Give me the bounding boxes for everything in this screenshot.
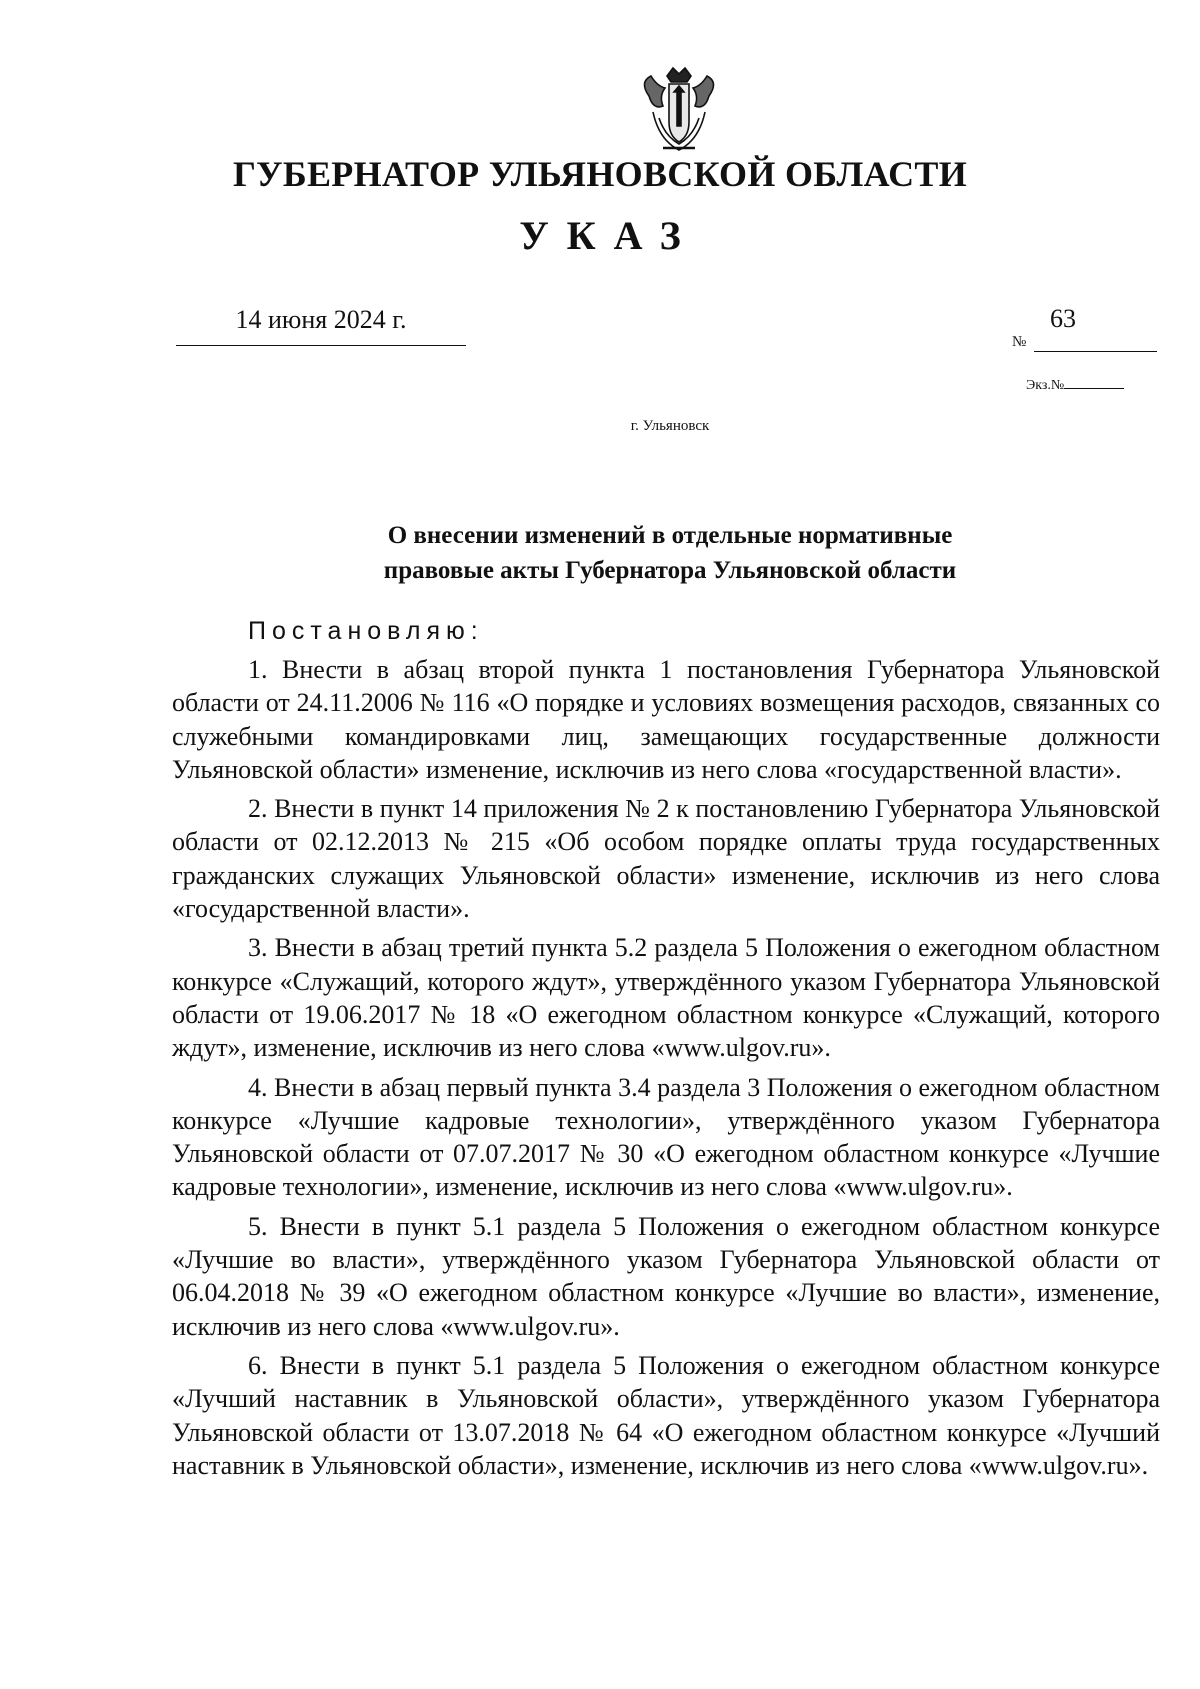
copy-number-label: Экз.№ — [1026, 378, 1065, 393]
coat-of-arms-emblem-icon — [629, 62, 729, 158]
copy-number-field — [1026, 378, 1124, 394]
copy-number-underline — [1064, 388, 1124, 389]
date-underline — [176, 345, 466, 346]
city: г. Ульяновск — [630, 418, 710, 434]
decree-word: Постановляю: — [248, 617, 484, 645]
number-field — [1012, 302, 1157, 354]
decree-item-5: 5. Внести в пункт 5.1 раздела 5 Положения о ежегодном областном конкурсе «Лучшие во власти», утверждённого указом Губернатора Ульяновской области от 06.04.2018 № 39 «О ежегодном областном конкурсе «Лучшие во власти», изменение, исключив из него слова «www.ulgov.ru». — [172, 1211, 1160, 1341]
decree-item-1: 1. Внести в абзац второй пункта 1 постановления Губернатора Ульяновской области от 24.11.2006 № 116 «О порядке и условиях возмещения расходов, связанных со служебными командировками лиц, замещающих государственные должности Ульяновской области» изменение, исключив из него слова «государственной власти». — [172, 655, 1160, 784]
document-date: 14 июня 2024 г. — [235, 305, 407, 334]
decree-item-6: 6. Внести в пункт 5.1 раздела 5 Положения о ежегодном областном конкурсе «Лучший наставник в Ульяновской области», утверждённого указом Губернатора Ульяновской области от 13.07.2018 № 64 «О ежегодном областном конкурсе «Лучший наставник в Ульяновской области», изменение, исключив из него слова «www.ulgov.ru». — [172, 1350, 1160, 1480]
document-title — [280, 518, 1060, 588]
issuing-authority: ГУБЕРНАТОР УЛЬЯНОВСКОЙ ОБЛАСТИ — [232, 154, 968, 194]
decree-item-3: 3. Внести в абзац третий пункта 5.2 раздела 5 Положения о ежегодном областном конкурсе «Служащий, которого ждут», утверждённого указом Губернатора Ульяновской области от 19.06.2017 № 18 «О ежегодном областном конкурсе «Служащий, которого ждут», изменение, исключив из него слова «www.ulgov.ru». — [172, 933, 1160, 1063]
date-field — [176, 303, 466, 346]
title-line-2: правовые акты Губернатора Ульяновской области — [383, 557, 957, 584]
title-line-1: О внесении изменений в отдельные нормативные — [387, 522, 953, 549]
decree-item-4: 4. Внести в абзац первый пункта 3.4 раздела 3 Положения о ежегодном областном конкурсе «Лучшие кадровые технологии», утверждённого указом Губернатора Ульяновской области от 07.07.2017 № 30 «О ежегодном областном конкурсе «Лучшие кадровые технологии», изменение, исключив из него слова «www.ulgov.ru». — [172, 1072, 1160, 1202]
decree-items — [172, 653, 1160, 1488]
decree-item-2: 2. Внести в пункт 14 приложения № 2 к постановлению Губернатора Ульяновской области от 02.12.2013 № 215 «Об особом порядке оплаты труда государственных гражданских служащих Ульяновской области» изменение, исключив из него слова «государственной власти». — [172, 794, 1160, 924]
number-underline — [1034, 351, 1157, 352]
document-number: 63 — [1050, 304, 1076, 333]
document-type: УКАЗ — [519, 213, 699, 258]
number-sign: № — [1012, 334, 1027, 350]
